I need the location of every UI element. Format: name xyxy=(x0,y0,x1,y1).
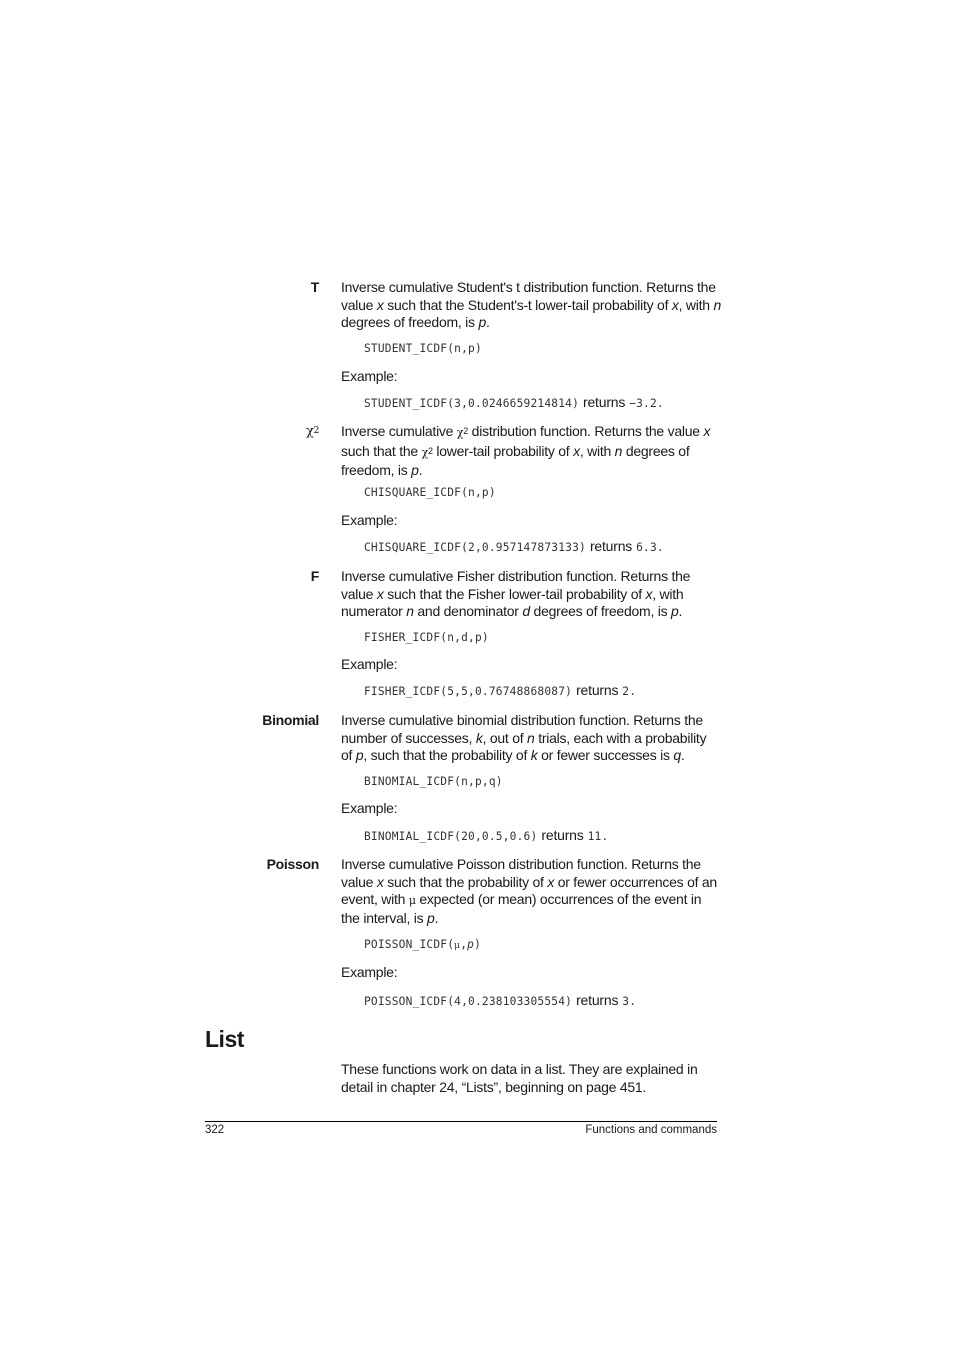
entry-description-t: Inverse cumulative Student's t distribution function. Returns the value x such that the Student's-t lower-tail probability of x, with n degrees of freedom, is p. xyxy=(341,279,721,331)
example-label-poisson: Example: xyxy=(341,964,398,980)
entry-label-binomial: Binomial xyxy=(262,712,319,728)
running-footer-chapter: Functions and commands xyxy=(585,1124,717,1136)
example-label-f: Example: xyxy=(341,656,398,672)
example-label-chi-square: Example: xyxy=(341,512,398,528)
entry-description-chi-square: Inverse cumulative $\chi^2$ distribution function. Returns the value x such that the $\chi^2$ lower-tail probability of x, with n degrees of freedom, is p. xyxy=(341,423,711,479)
example-chisquare-icdf: CHISQUARE_ICDF(2,0.957147873133) returns 6.3. xyxy=(364,538,664,554)
section-title-list: List xyxy=(205,1026,244,1052)
footer-rule xyxy=(205,1121,717,1122)
entry-description-f: Inverse cumulative Fisher distribution function. Returns the value x such that the Fisher lower-tail probability of x, with numerator n and denominator d degrees of freedom, is p. xyxy=(341,568,691,620)
example-fisher-icdf: FISHER_ICDF(5,5,0.76748868087) returns 2. xyxy=(364,682,637,698)
entry-description-binomial: Inverse cumulative binomial distribution function. Returns the number of successes, k, out of n trials, each with a probability of p, such that the probability of k or fewer successes is q. xyxy=(341,712,707,764)
entry-label-poisson: Poisson xyxy=(266,856,319,872)
syntax-binomial-icdf: BINOMIAL_ICDF(n,p,q) xyxy=(364,775,503,788)
example-label-t: Example: xyxy=(341,368,398,384)
entry-label-chi-square: $\chi^2$ xyxy=(305,424,319,439)
example-label-binomial: Example: xyxy=(341,800,398,816)
syntax-chisquare-icdf: CHISQUARE_ICDF(n,p) xyxy=(364,486,496,499)
syntax-fisher-icdf: FISHER_ICDF(n,d,p) xyxy=(364,631,489,644)
syntax-student-icdf: STUDENT_ICDF(n,p) xyxy=(364,342,482,355)
example-student-icdf: STUDENT_ICDF(3,0.0246659214814) returns −3.2. xyxy=(364,394,664,410)
entry-label-t: T xyxy=(310,279,319,295)
syntax-poisson-icdf: POISSON_ICDF(μ,p) xyxy=(364,938,482,951)
entry-label-f: F xyxy=(310,568,319,584)
section-body-list: These functions work on data in a list. They are explained in detail in chapter 24, “Lists”, beginning on page 451. xyxy=(341,1061,698,1095)
example-binomial-icdf: BINOMIAL_ICDF(20,0.5,0.6) returns 11. xyxy=(364,827,609,843)
example-poisson-icdf: POISSON_ICDF(4,0.238103305554) returns 3. xyxy=(364,992,637,1008)
page-number: 322 xyxy=(205,1124,225,1136)
entry-description-poisson: Inverse cumulative Poisson distribution function. Returns the value x such that the probability of x or fewer occurrences of an event, with μ expected (or mean) occurrences of the event in the interval, is p. xyxy=(341,856,717,927)
